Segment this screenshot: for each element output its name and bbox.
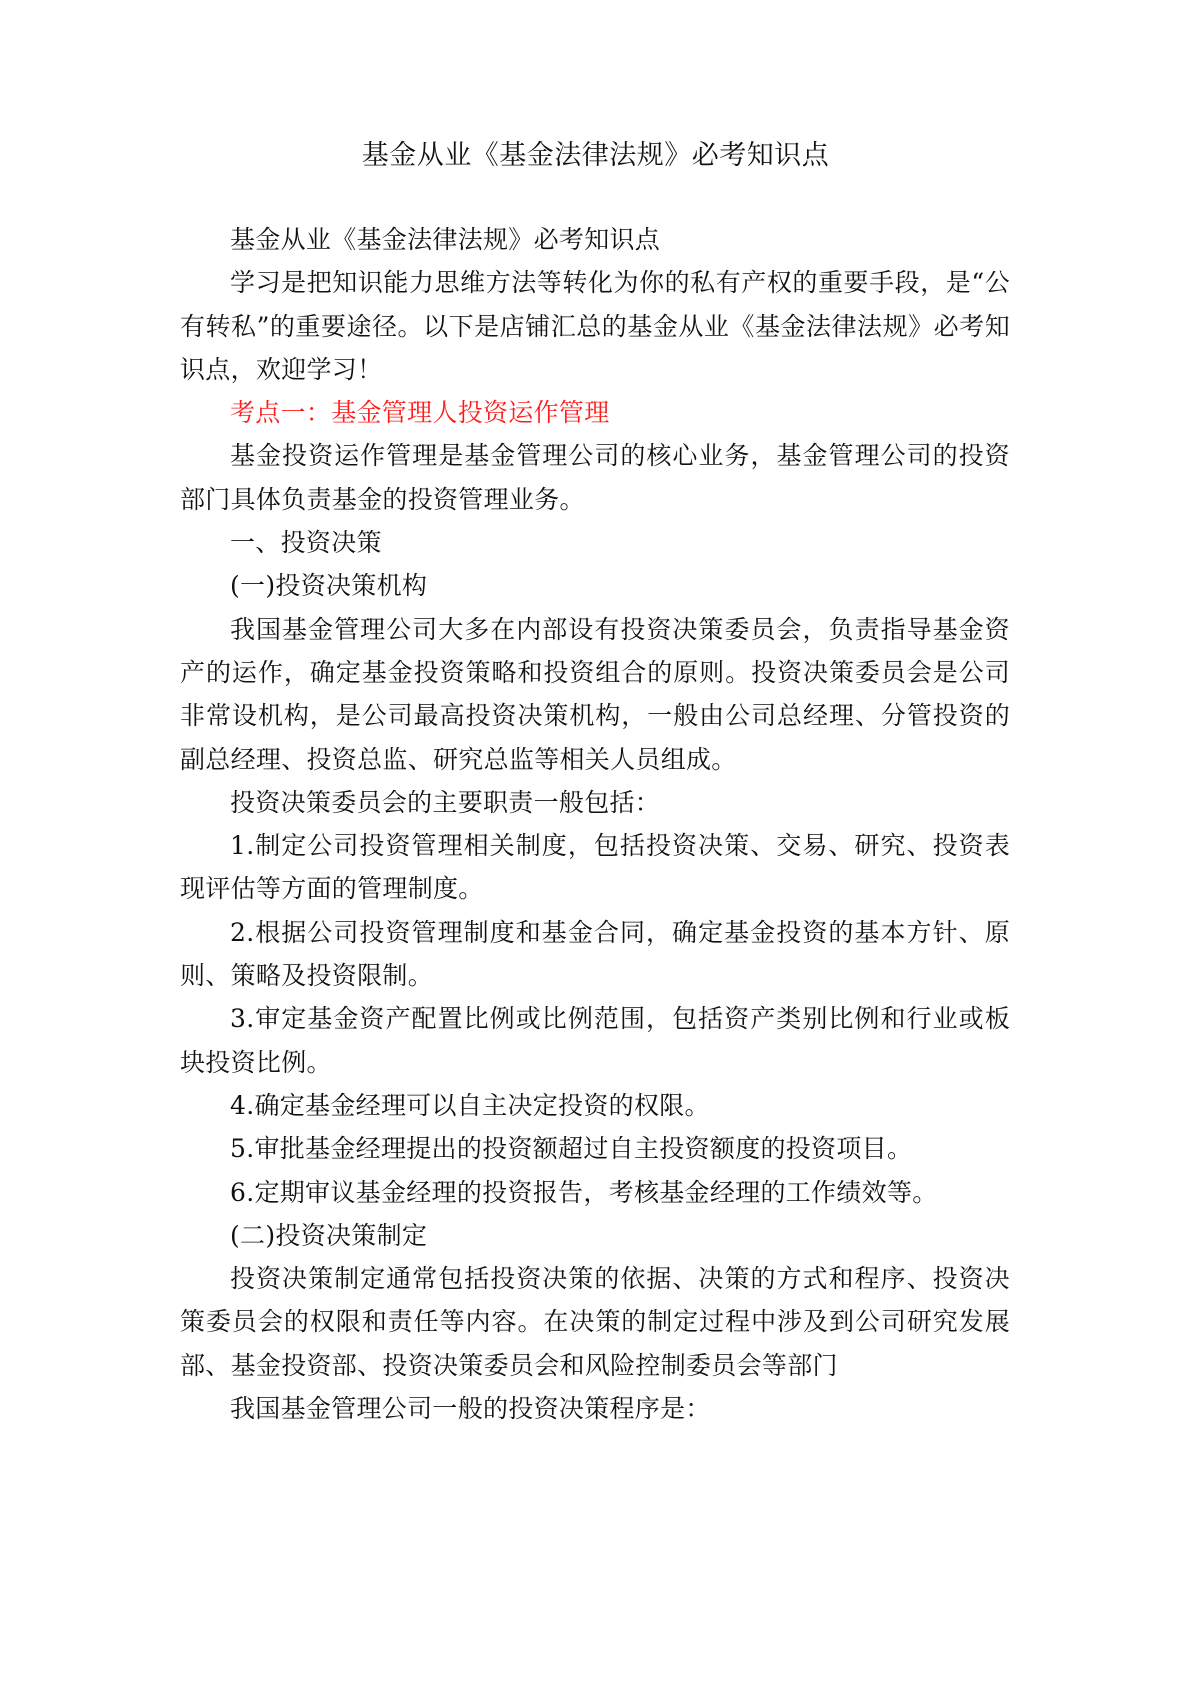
paragraph-decision-procedure-intro: 我国基金管理公司一般的投资决策程序是： — [230, 1394, 711, 1424]
heading-investment-decision: 一、投资决策 — [230, 528, 382, 558]
paragraph-decision-committee: 我国基金管理公司大多在内部设有投资决策委员会，负责指导基金资产的运作，确定基金投资策略和投资组合的原则。投资决策委员会是公司非常设机构，是公司最高投资决策机构，一般由公司总经理、分管投资的副总经理、投资总监、研究总监等相关人员组成。 — [180, 614, 1010, 774]
paragraph-investment-management: 基金投资运作管理是基金管理公司的核心业务，基金管理公司的投资部门具体负责基金的投资管理业务。 — [180, 441, 1010, 514]
list-item-duty-4: 4.确定基金经理可以自主决定投资的权限。 — [230, 1090, 710, 1120]
list-item-duty-6: 6.定期审议基金经理的投资报告，考核基金经理的工作绩效等。 — [230, 1177, 938, 1207]
document-body — [180, 218, 1010, 1430]
subheading-decision-body: (一)投资决策机构 — [230, 571, 428, 601]
list-item-duty-1: 1.制定公司投资管理相关制度，包括投资决策、交易、研究、投资表现评估等方面的管理制度。 — [180, 831, 1010, 904]
paragraph-committee-duties-intro: 投资决策委员会的主要职责一般包括： — [230, 787, 661, 817]
list-item-duty-2: 2.根据公司投资管理制度和基金合同，确定基金投资的基本方针、原则、策略及投资限制。 — [180, 917, 1010, 991]
paragraph-decision-making: 投资决策制定通常包括投资决策的依据、决策的方式和程序、投资决策委员会的权限和责任等内容。在决策的制定过程中涉及到公司研究发展部、基金投资部、投资决策委员会和风险控制委员会等部门 — [180, 1264, 1010, 1380]
document-title: 基金从业《基金法律法规》必考知识点 — [361, 140, 830, 171]
list-item-duty-5: 5.审批基金经理提出的投资额超过自主投资额度的投资项目。 — [230, 1134, 913, 1164]
subheading-decision-making: (二)投资决策制定 — [230, 1220, 428, 1250]
intro-paragraph: 学习是把知识能力思维方法等转化为你的私有产权的重要手段，是“公有转私”的重要途径。以下是店铺汇总的基金从业《基金法律法规》必考知识点，欢迎学习！ — [180, 268, 1010, 384]
section-heading-exam-point-1: 考点一：基金管理人投资运作管理 — [230, 398, 610, 428]
intro-title-line: 基金从业《基金法律法规》必考知识点 — [230, 225, 661, 254]
list-item-duty-3: 3.审定基金资产配置比例或比例范围，包括资产类别比例和行业或板块投资比例。 — [180, 1004, 1010, 1077]
